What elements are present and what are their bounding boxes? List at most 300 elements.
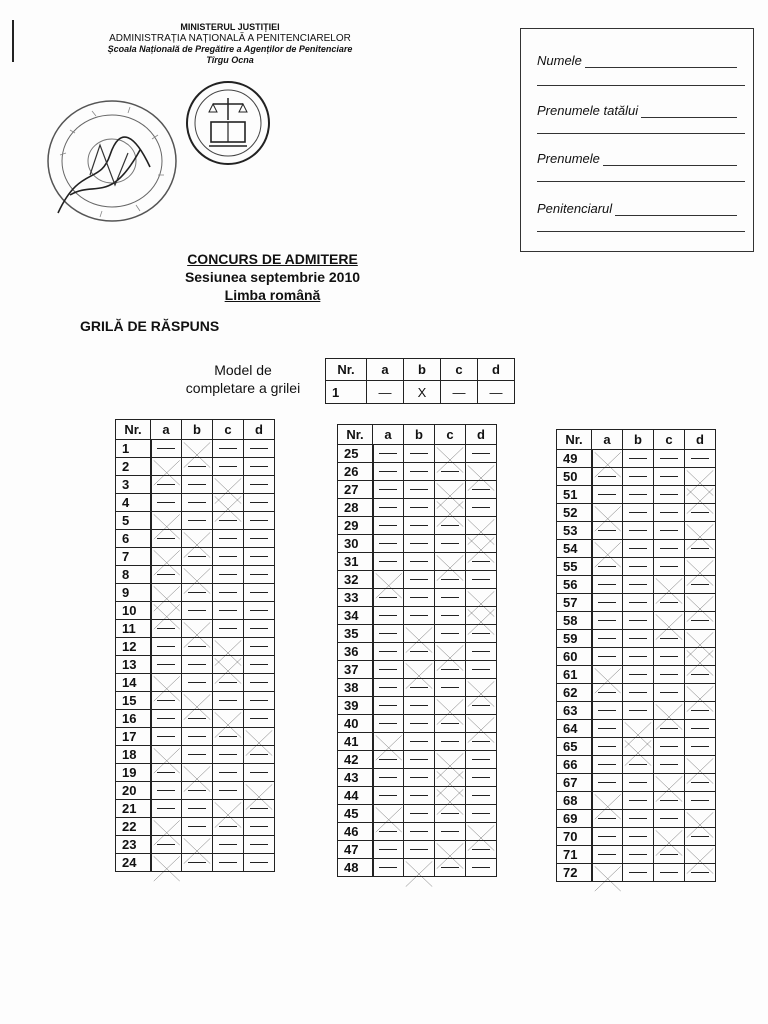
answer-cell-c[interactable] <box>654 666 685 684</box>
answer-cell-c[interactable] <box>213 818 244 836</box>
answer-cell-c[interactable] <box>213 440 244 458</box>
answer-cell-c[interactable] <box>213 728 244 746</box>
answer-cell-b[interactable] <box>623 828 654 846</box>
answer-cell-c[interactable] <box>654 774 685 792</box>
answer-cell-c[interactable] <box>435 589 466 607</box>
answer-cell-b[interactable] <box>623 540 654 558</box>
answer-cell-d[interactable] <box>685 540 716 558</box>
answer-cell-d[interactable] <box>685 558 716 576</box>
answer-cell-d[interactable] <box>244 602 275 620</box>
answer-cell-b[interactable] <box>182 458 213 476</box>
answer-cell-d[interactable] <box>685 792 716 810</box>
answer-cell-d[interactable] <box>244 458 275 476</box>
answer-cell-d[interactable] <box>244 656 275 674</box>
answer-cell-d[interactable] <box>466 859 497 877</box>
answer-cell-d[interactable] <box>466 607 497 625</box>
answer-cell-c[interactable] <box>654 558 685 576</box>
answer-cell-a[interactable] <box>592 792 623 810</box>
answer-cell-c[interactable] <box>435 715 466 733</box>
answer-cell-d[interactable] <box>685 648 716 666</box>
answer-cell-a[interactable] <box>151 584 182 602</box>
answer-cell-b[interactable] <box>404 841 435 859</box>
answer-cell-d[interactable] <box>685 486 716 504</box>
answer-cell-a[interactable] <box>373 823 404 841</box>
answer-cell-b[interactable] <box>182 440 213 458</box>
answer-cell-c[interactable] <box>213 530 244 548</box>
answer-cell-d[interactable] <box>244 782 275 800</box>
empty-dash <box>250 664 268 665</box>
answer-cell-d[interactable] <box>466 643 497 661</box>
answer-cell-a[interactable] <box>373 679 404 697</box>
answer-cell-a[interactable] <box>373 697 404 715</box>
answer-cell-a[interactable] <box>373 787 404 805</box>
answer-cell-c[interactable] <box>654 630 685 648</box>
answer-cell-c[interactable] <box>435 661 466 679</box>
answer-cell-a[interactable] <box>592 774 623 792</box>
answer-cell-c[interactable] <box>213 746 244 764</box>
answer-cell-d[interactable] <box>466 535 497 553</box>
answer-cell-b[interactable] <box>404 769 435 787</box>
answer-cell-c[interactable] <box>654 540 685 558</box>
answer-cell-b[interactable] <box>182 638 213 656</box>
answer-cell-c[interactable] <box>213 584 244 602</box>
answer-cell-d[interactable] <box>685 450 716 468</box>
answer-cell-c[interactable] <box>435 445 466 463</box>
answer-cell-d[interactable] <box>244 800 275 818</box>
answer-cell-b[interactable] <box>623 576 654 594</box>
answer-cell-d[interactable] <box>466 625 497 643</box>
answer-cell-d[interactable] <box>466 805 497 823</box>
empty-dash <box>598 530 616 531</box>
answer-cell-d[interactable] <box>244 818 275 836</box>
answer-cell-c[interactable] <box>435 679 466 697</box>
answer-cell-b[interactable] <box>182 602 213 620</box>
answer-cell-c[interactable] <box>654 738 685 756</box>
answer-cell-a[interactable] <box>151 620 182 638</box>
answer-cell-c[interactable] <box>213 710 244 728</box>
answer-cell-c[interactable] <box>654 612 685 630</box>
empty-dash <box>250 646 268 647</box>
answer-cell-d[interactable] <box>685 720 716 738</box>
answer-cell-b[interactable] <box>182 530 213 548</box>
answer-cell-c[interactable] <box>654 720 685 738</box>
answer-cell-b[interactable] <box>623 630 654 648</box>
answer-grid-heading: GRILĂ DE RĂSPUNS <box>80 318 220 334</box>
answer-cell-a[interactable] <box>592 666 623 684</box>
answer-cell-a[interactable] <box>151 764 182 782</box>
answer-cell-b[interactable] <box>404 805 435 823</box>
answer-cell-a[interactable] <box>592 630 623 648</box>
answer-cell-c[interactable] <box>435 805 466 823</box>
answer-cell-b[interactable] <box>404 859 435 877</box>
answer-cell-d[interactable] <box>244 674 275 692</box>
answer-cell-b[interactable] <box>404 463 435 481</box>
answer-cell-d[interactable] <box>685 810 716 828</box>
answer-cell-d[interactable] <box>244 494 275 512</box>
answer-cell-b[interactable] <box>404 661 435 679</box>
answer-cell-d[interactable] <box>685 864 716 882</box>
answer-cell-d[interactable] <box>244 836 275 854</box>
answer-cell-c[interactable] <box>654 828 685 846</box>
answer-cell-c[interactable] <box>435 463 466 481</box>
answer-cell-d[interactable] <box>685 846 716 864</box>
answer-cell-c[interactable] <box>213 836 244 854</box>
answer-cell-a[interactable] <box>373 571 404 589</box>
answer-cell-a[interactable] <box>373 841 404 859</box>
answer-cell-c[interactable] <box>654 846 685 864</box>
answer-cell-a[interactable] <box>592 756 623 774</box>
answer-cell-c[interactable] <box>654 576 685 594</box>
answer-cell-d[interactable] <box>466 517 497 535</box>
answer-cell-d[interactable] <box>685 702 716 720</box>
answer-cell-a[interactable] <box>592 594 623 612</box>
answer-cell-b[interactable] <box>623 666 654 684</box>
penitentiary-field[interactable]: Penitenciarul <box>537 201 737 216</box>
answer-cell-a[interactable] <box>151 548 182 566</box>
answer-cell-a[interactable] <box>373 589 404 607</box>
answer-cell-a[interactable] <box>592 522 623 540</box>
answer-cell-c[interactable] <box>213 458 244 476</box>
answer-cell-c[interactable] <box>435 517 466 535</box>
answer-cell-d[interactable] <box>466 715 497 733</box>
answer-cell-d[interactable] <box>685 630 716 648</box>
answer-cell-b[interactable] <box>182 476 213 494</box>
answer-cell-d[interactable] <box>244 530 275 548</box>
answer-cell-c[interactable] <box>654 522 685 540</box>
answer-cell-d[interactable] <box>466 823 497 841</box>
answer-cell-b[interactable] <box>623 522 654 540</box>
answer-cell-a[interactable] <box>151 530 182 548</box>
answer-cell-c[interactable] <box>654 756 685 774</box>
answer-cell-c[interactable] <box>654 594 685 612</box>
answer-cell-a[interactable] <box>151 800 182 818</box>
answer-cell-b[interactable] <box>404 625 435 643</box>
answer-cell-d[interactable] <box>244 512 275 530</box>
answer-cell-b[interactable] <box>404 751 435 769</box>
answer-cell-d[interactable] <box>685 756 716 774</box>
answer-cell-c[interactable] <box>654 648 685 666</box>
answer-cell-d[interactable] <box>244 764 275 782</box>
answer-cell-b[interactable] <box>182 656 213 674</box>
answer-cell-c[interactable] <box>213 566 244 584</box>
answer-cell-c[interactable] <box>213 854 244 872</box>
answer-cell-c[interactable] <box>213 692 244 710</box>
answer-cell-d[interactable] <box>466 589 497 607</box>
answer-cell-c[interactable] <box>213 638 244 656</box>
answer-cell-c[interactable] <box>654 702 685 720</box>
answer-cell-a[interactable] <box>592 846 623 864</box>
answer-cell-b[interactable] <box>182 692 213 710</box>
answer-cell-c[interactable] <box>654 504 685 522</box>
answer-cell-c[interactable] <box>435 535 466 553</box>
answer-cell-a[interactable] <box>592 576 623 594</box>
answer-cell-a[interactable] <box>592 468 623 486</box>
answer-cell-a[interactable] <box>151 692 182 710</box>
answer-cell-c[interactable] <box>654 468 685 486</box>
answer-cell-d[interactable] <box>244 638 275 656</box>
answer-cell-b[interactable] <box>182 620 213 638</box>
answer-cell-b[interactable] <box>404 823 435 841</box>
answer-cell-a[interactable] <box>373 535 404 553</box>
answer-cell-d[interactable] <box>466 841 497 859</box>
answer-cell-d[interactable] <box>685 504 716 522</box>
answer-cell-d[interactable] <box>244 548 275 566</box>
answer-cell-a[interactable] <box>151 458 182 476</box>
answer-cell-d[interactable] <box>466 481 497 499</box>
answer-cell-b[interactable] <box>404 481 435 499</box>
empty-dash <box>629 494 647 495</box>
answer-cell-c[interactable] <box>435 553 466 571</box>
answer-cell-b[interactable] <box>404 733 435 751</box>
answer-cell-a[interactable] <box>592 828 623 846</box>
answer-cell-c[interactable] <box>213 602 244 620</box>
answer-cell-a[interactable] <box>151 854 182 872</box>
empty-dash <box>188 736 206 737</box>
answer-cell-b[interactable] <box>404 697 435 715</box>
answer-cell-a[interactable] <box>592 612 623 630</box>
answer-cell-a[interactable] <box>373 715 404 733</box>
name-field[interactable]: Numele <box>537 53 737 68</box>
answer-cell-b[interactable] <box>623 756 654 774</box>
answer-cell-a[interactable] <box>592 486 623 504</box>
answer-cell-c[interactable] <box>435 733 466 751</box>
answer-cell-b[interactable] <box>623 846 654 864</box>
answer-cell-d[interactable] <box>466 661 497 679</box>
answer-cell-b[interactable] <box>182 746 213 764</box>
answer-cell-c[interactable] <box>213 494 244 512</box>
answer-cell-c[interactable] <box>435 697 466 715</box>
answer-cell-b[interactable] <box>182 836 213 854</box>
answer-cell-b[interactable] <box>182 710 213 728</box>
answer-cell-b[interactable] <box>404 499 435 517</box>
answer-cell-a[interactable] <box>151 836 182 854</box>
answer-cell-d[interactable] <box>466 697 497 715</box>
empty-dash <box>629 476 647 477</box>
answer-cell-b[interactable] <box>404 787 435 805</box>
answer-cell-c[interactable] <box>213 782 244 800</box>
answer-cell-a[interactable] <box>373 733 404 751</box>
answer-cell-a[interactable] <box>373 607 404 625</box>
answer-cell-b[interactable] <box>404 517 435 535</box>
answer-cell-b[interactable] <box>404 715 435 733</box>
answer-cell-d[interactable] <box>685 684 716 702</box>
answer-cell-c[interactable] <box>435 769 466 787</box>
answer-cell-c[interactable] <box>435 787 466 805</box>
answer-cell-b[interactable] <box>404 607 435 625</box>
answer-cell-b[interactable] <box>182 782 213 800</box>
answer-cell-c[interactable] <box>435 499 466 517</box>
answer-cell-b[interactable] <box>182 548 213 566</box>
answer-cell-b[interactable] <box>623 864 654 882</box>
answer-cell-a[interactable] <box>592 558 623 576</box>
answer-cell-d[interactable] <box>466 733 497 751</box>
answer-cell-d[interactable] <box>685 594 716 612</box>
answer-cell-b[interactable] <box>182 764 213 782</box>
answer-cell-d[interactable] <box>244 728 275 746</box>
answer-cell-d[interactable] <box>466 445 497 463</box>
answer-cell-a[interactable] <box>373 661 404 679</box>
answer-cell-b[interactable] <box>623 738 654 756</box>
answer-cell-a[interactable] <box>592 504 623 522</box>
answer-cell-d[interactable] <box>466 571 497 589</box>
answer-cell-b[interactable] <box>182 818 213 836</box>
answer-cell-a[interactable] <box>373 499 404 517</box>
answer-cell-a[interactable] <box>151 440 182 458</box>
answer-cell-b[interactable] <box>182 728 213 746</box>
answer-cell-b[interactable] <box>623 504 654 522</box>
answer-cell-d[interactable] <box>685 828 716 846</box>
answer-cell-c[interactable] <box>213 512 244 530</box>
answer-cell-d[interactable] <box>244 746 275 764</box>
answer-cell-b[interactable] <box>623 558 654 576</box>
answer-cell-c[interactable] <box>654 864 685 882</box>
answer-cell-d[interactable] <box>466 553 497 571</box>
answer-cell-c[interactable] <box>435 625 466 643</box>
answer-cell-d[interactable] <box>466 769 497 787</box>
answer-cell-b[interactable] <box>404 643 435 661</box>
answer-cell-b[interactable] <box>623 486 654 504</box>
answer-cell-b[interactable] <box>404 553 435 571</box>
answer-cell-a[interactable] <box>373 805 404 823</box>
answer-cell-a[interactable] <box>373 517 404 535</box>
answer-cell-b[interactable] <box>182 800 213 818</box>
answer-cell-c[interactable] <box>435 481 466 499</box>
answer-cell-b[interactable] <box>623 612 654 630</box>
answer-cell-a[interactable] <box>373 643 404 661</box>
answer-cell-a[interactable] <box>592 540 623 558</box>
answer-cell-b[interactable] <box>404 589 435 607</box>
answer-cell-d[interactable] <box>685 774 716 792</box>
answer-cell-c[interactable] <box>435 571 466 589</box>
first-name-field[interactable]: Prenumele <box>537 151 737 166</box>
answer-cell-b[interactable] <box>404 535 435 553</box>
answer-cell-a[interactable] <box>592 684 623 702</box>
answer-cell-d[interactable] <box>244 692 275 710</box>
answer-cell-d[interactable] <box>244 440 275 458</box>
answer-cell-d[interactable] <box>244 854 275 872</box>
answer-cell-a[interactable] <box>151 494 182 512</box>
answer-cell-a[interactable] <box>151 638 182 656</box>
answer-cell-d[interactable] <box>685 522 716 540</box>
answer-cell-c[interactable] <box>213 548 244 566</box>
answer-cell-c[interactable] <box>213 800 244 818</box>
answer-cell-a[interactable] <box>373 859 404 877</box>
answer-cell-a[interactable] <box>592 864 623 882</box>
answer-cell-b[interactable] <box>623 702 654 720</box>
answer-cell-c[interactable] <box>435 607 466 625</box>
answer-cell-b[interactable] <box>623 648 654 666</box>
answer-cell-a[interactable] <box>151 782 182 800</box>
answer-cell-a[interactable] <box>592 702 623 720</box>
answer-cell-d[interactable] <box>685 738 716 756</box>
answer-cell-d[interactable] <box>244 620 275 638</box>
answer-cell-d[interactable] <box>685 666 716 684</box>
answer-cell-d[interactable] <box>685 576 716 594</box>
answer-cell-d[interactable] <box>244 710 275 728</box>
answer-cell-a[interactable] <box>373 445 404 463</box>
answer-cell-a[interactable] <box>151 674 182 692</box>
answer-cell-a[interactable] <box>151 746 182 764</box>
answer-cell-a[interactable] <box>592 810 623 828</box>
answer-cell-b[interactable] <box>623 468 654 486</box>
answer-cell-c[interactable] <box>213 656 244 674</box>
answer-cell-b[interactable] <box>623 774 654 792</box>
answer-cell-a[interactable] <box>592 450 623 468</box>
answer-cell-d[interactable] <box>466 679 497 697</box>
answer-cell-a[interactable] <box>592 648 623 666</box>
answer-cell-a[interactable] <box>592 738 623 756</box>
answer-cell-a[interactable] <box>151 602 182 620</box>
answer-cell-b[interactable] <box>404 679 435 697</box>
answer-cell-c[interactable] <box>654 684 685 702</box>
answer-cell-b[interactable] <box>623 450 654 468</box>
answer-cell-d[interactable] <box>466 751 497 769</box>
answer-cell-b[interactable] <box>623 792 654 810</box>
answer-cell-a[interactable] <box>151 728 182 746</box>
answer-cell-a[interactable] <box>592 720 623 738</box>
answer-cell-c[interactable] <box>435 859 466 877</box>
answer-cell-b[interactable] <box>182 854 213 872</box>
answer-cell-c[interactable] <box>435 643 466 661</box>
answer-cell-c[interactable] <box>435 841 466 859</box>
answer-cell-a[interactable] <box>373 463 404 481</box>
answer-cell-c[interactable] <box>654 486 685 504</box>
answer-cell-b[interactable] <box>182 512 213 530</box>
answer-cell-a[interactable] <box>151 512 182 530</box>
answer-cell-b[interactable] <box>182 584 213 602</box>
answer-cell-b[interactable] <box>623 594 654 612</box>
answer-cell-d[interactable] <box>244 584 275 602</box>
answer-cell-d[interactable] <box>466 463 497 481</box>
answer-cell-d[interactable] <box>466 499 497 517</box>
answer-cell-d[interactable] <box>685 612 716 630</box>
answer-cell-c[interactable] <box>435 823 466 841</box>
answer-cell-c[interactable] <box>654 450 685 468</box>
answer-cell-c[interactable] <box>435 751 466 769</box>
answer-cell-a[interactable] <box>373 769 404 787</box>
answer-cell-a[interactable] <box>151 476 182 494</box>
answer-cell-a[interactable] <box>151 566 182 584</box>
answer-cell-a[interactable] <box>151 818 182 836</box>
answer-cell-a[interactable] <box>151 710 182 728</box>
answer-cell-c[interactable] <box>213 674 244 692</box>
answer-cell-a[interactable] <box>373 481 404 499</box>
answer-cell-a[interactable] <box>151 656 182 674</box>
answer-cell-a[interactable] <box>373 751 404 769</box>
model-header-a: a <box>367 359 404 381</box>
answer-cell-b[interactable] <box>182 674 213 692</box>
answer-cell-d[interactable] <box>244 476 275 494</box>
answer-cell-b[interactable] <box>404 445 435 463</box>
answer-cell-b[interactable] <box>623 684 654 702</box>
answer-cell-b[interactable] <box>623 810 654 828</box>
answer-cell-c[interactable] <box>213 764 244 782</box>
answer-cell-d[interactable] <box>685 468 716 486</box>
answer-cell-d[interactable] <box>466 787 497 805</box>
answer-cell-b[interactable] <box>182 494 213 512</box>
answer-cell-a[interactable] <box>373 625 404 643</box>
answer-cell-d[interactable] <box>244 566 275 584</box>
answer-cell-c[interactable] <box>213 620 244 638</box>
answer-cell-b[interactable] <box>404 571 435 589</box>
father-name-field[interactable]: Prenumele tatălui <box>537 103 737 118</box>
answer-cell-a[interactable] <box>373 553 404 571</box>
answer-cell-b[interactable] <box>182 566 213 584</box>
answer-cell-c[interactable] <box>654 810 685 828</box>
answer-cell-c[interactable] <box>213 476 244 494</box>
answer-cell-c[interactable] <box>654 792 685 810</box>
answer-cell-b[interactable] <box>623 720 654 738</box>
